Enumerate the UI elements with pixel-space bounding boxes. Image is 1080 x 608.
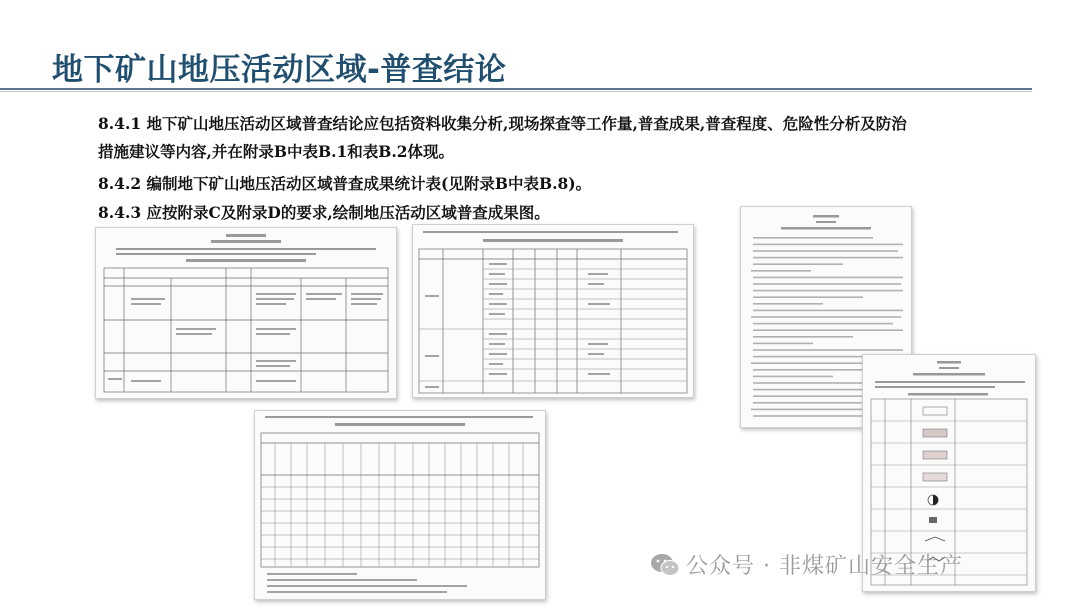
paragraph-8-4-3: 8.4.3 应按附录C及附录D的要求,绘制地压活动区域普查成果图。: [98, 203, 550, 222]
paragraph-8-4-1: 8.4.1 地下矿山地压活动区域普查结论应包括资料收集分析,现场探查等工作量,普查成果,普查程度、危险性分析及防治措施建议等内容,并在附录B中表B.1和表B.2体现。: [98, 114, 907, 161]
title-divider-thin: [0, 91, 1032, 92]
paragraph-8-4-2: 8.4.2 编制地下矿山地压活动区域普查成果统计表(见附录B中表B.8)。: [98, 174, 592, 193]
wechat-icon: [650, 552, 680, 578]
watermark: [650, 549, 963, 580]
watermark-text: 公众号 · 非煤矿山安全生产: [686, 554, 963, 579]
title-divider: [0, 88, 1032, 90]
table-b2-image: [412, 224, 694, 398]
slide-title: 地下矿山地压活动区域-普查结论: [52, 52, 507, 88]
table-b8-image: [254, 410, 546, 600]
table-b1-image: [95, 227, 397, 399]
